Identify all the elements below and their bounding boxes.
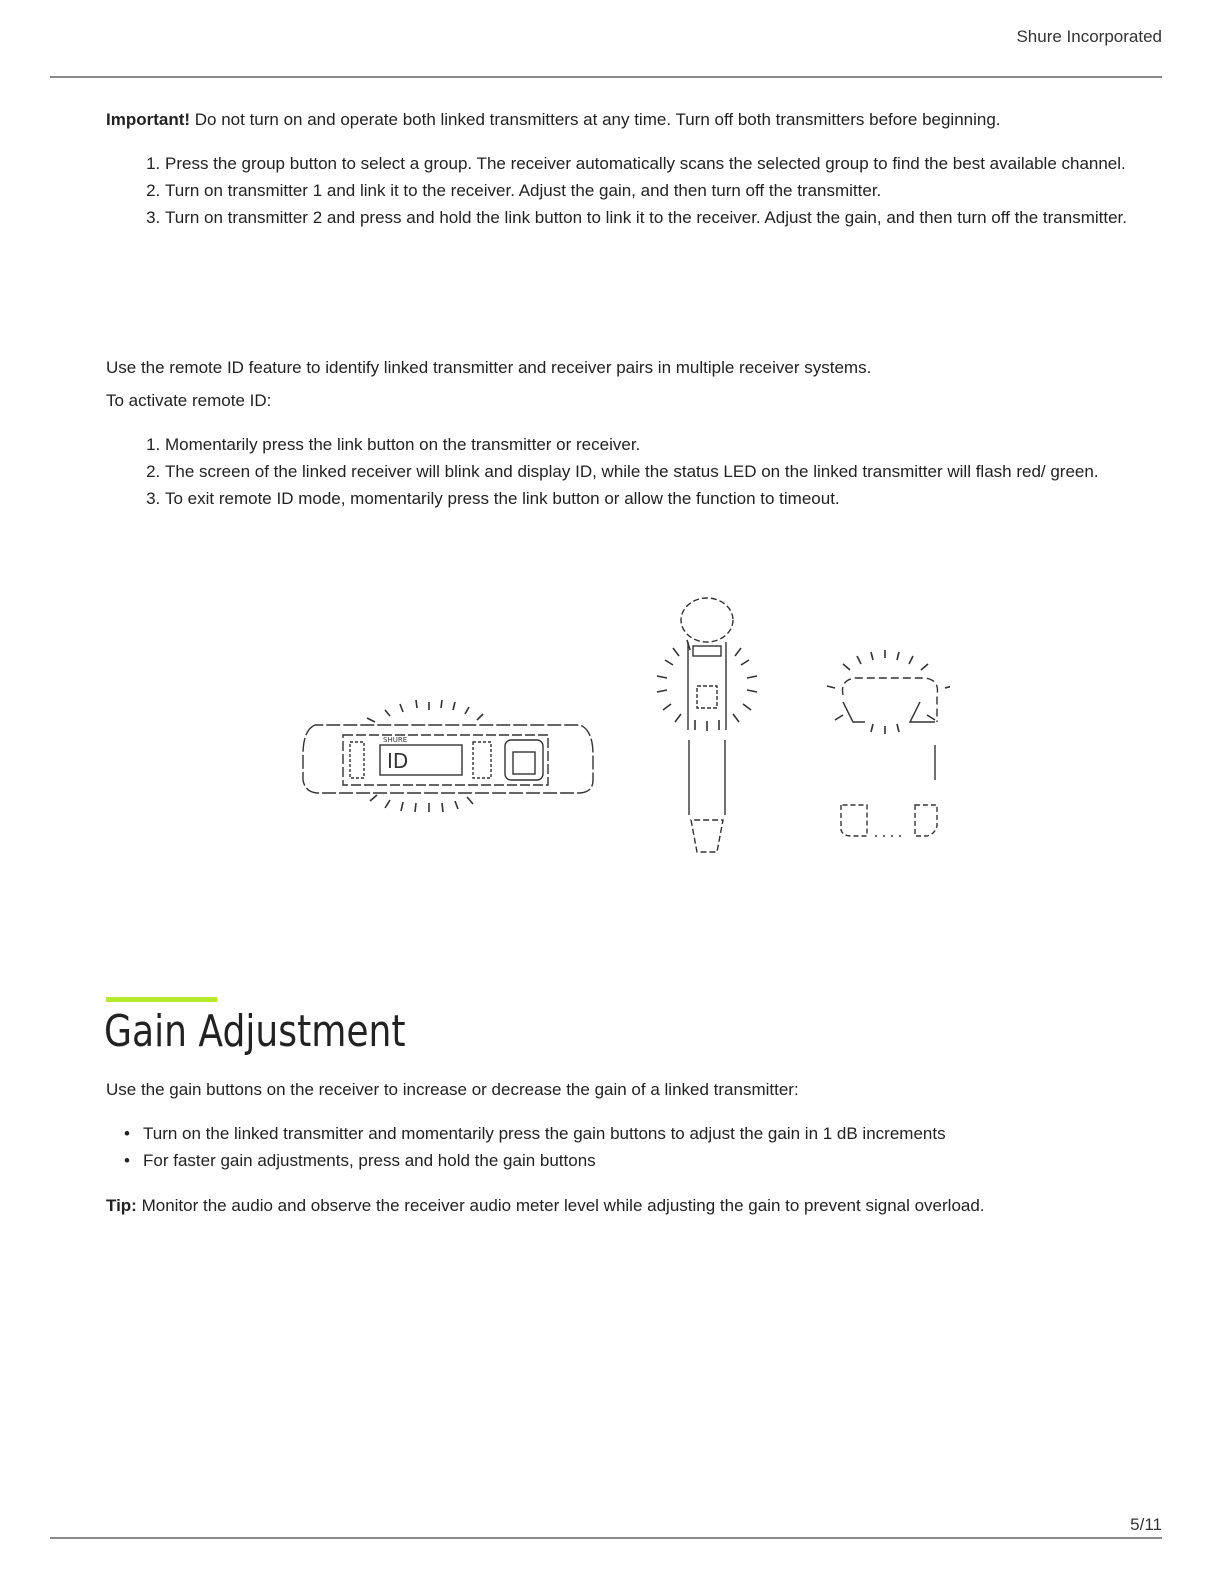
gain-adjustment-heading: Gain Adjustment xyxy=(104,1006,406,1057)
important-text: Do not turn on and operate both linked transmitters at any time. Turn off both transmitters before beginning. xyxy=(190,110,1001,129)
svg-text:SHURE: SHURE xyxy=(383,736,408,744)
footer-divider xyxy=(50,1537,1162,1539)
header-company-name: Shure Incorporated xyxy=(1016,27,1162,46)
list-item: 2. The screen of the linked receiver will blink and display ID, while the status LED on the linked transmitter will flash red/ green. xyxy=(165,458,1165,485)
page-number: 5/11 xyxy=(1130,1515,1162,1534)
list-item: 3. To exit remote ID mode, momentarily press the link button or allow the function to timeout. xyxy=(165,485,1165,512)
list-item: 3. Turn on transmitter 2 and press and hold the link button to link it to the receiver. Adjust the gain, and then turn off the transmitter. xyxy=(165,204,1165,231)
remote-id-intro: Use the remote ID feature to identify linked transmitter and receiver pairs in multiple receiver systems. xyxy=(106,358,872,377)
gain-bullet-list xyxy=(106,1120,1143,1174)
tip-text: Monitor the audio and observe the receiver audio meter level while adjusting the gain to prevent signal overload. xyxy=(136,1196,985,1215)
gain-intro: Use the gain buttons on the receiver to increase or decrease the gain of a linked transmitter: xyxy=(106,1080,799,1099)
list-item: 1. Press the group button to select a group. The receiver automatically scans the selected group to find the best available channel. xyxy=(165,150,1165,177)
list-item: 1. Momentarily press the link button on the transmitter or receiver. xyxy=(165,431,1165,458)
remote-id-illustration xyxy=(295,590,950,860)
linking-steps-list xyxy=(106,150,1165,231)
receiver-illustration xyxy=(303,700,593,812)
header-divider xyxy=(50,76,1162,78)
gain-tip xyxy=(106,1192,1106,1219)
section-accent-bar xyxy=(106,997,217,1002)
list-item: • Turn on the linked transmitter and momentarily press the gain buttons to adjust the gain in 1 dB increments xyxy=(143,1120,1143,1147)
list-item: 2. Turn on transmitter 1 and link it to the receiver. Adjust the gain, and then turn off the transmitter. xyxy=(165,177,1165,204)
list-item: • For faster gain adjustments, press and hold the gain buttons xyxy=(143,1147,1143,1174)
remote-id-steps-list xyxy=(106,431,1165,512)
tip-label: Tip: xyxy=(106,1196,137,1215)
bodypack-illustration xyxy=(827,650,950,836)
important-note xyxy=(106,106,1106,133)
remote-id-activate-label: To activate remote ID: xyxy=(106,391,272,410)
important-label: Important! xyxy=(106,110,191,129)
handheld-mic-illustration xyxy=(657,598,757,852)
svg-text:ID: ID xyxy=(387,749,409,773)
